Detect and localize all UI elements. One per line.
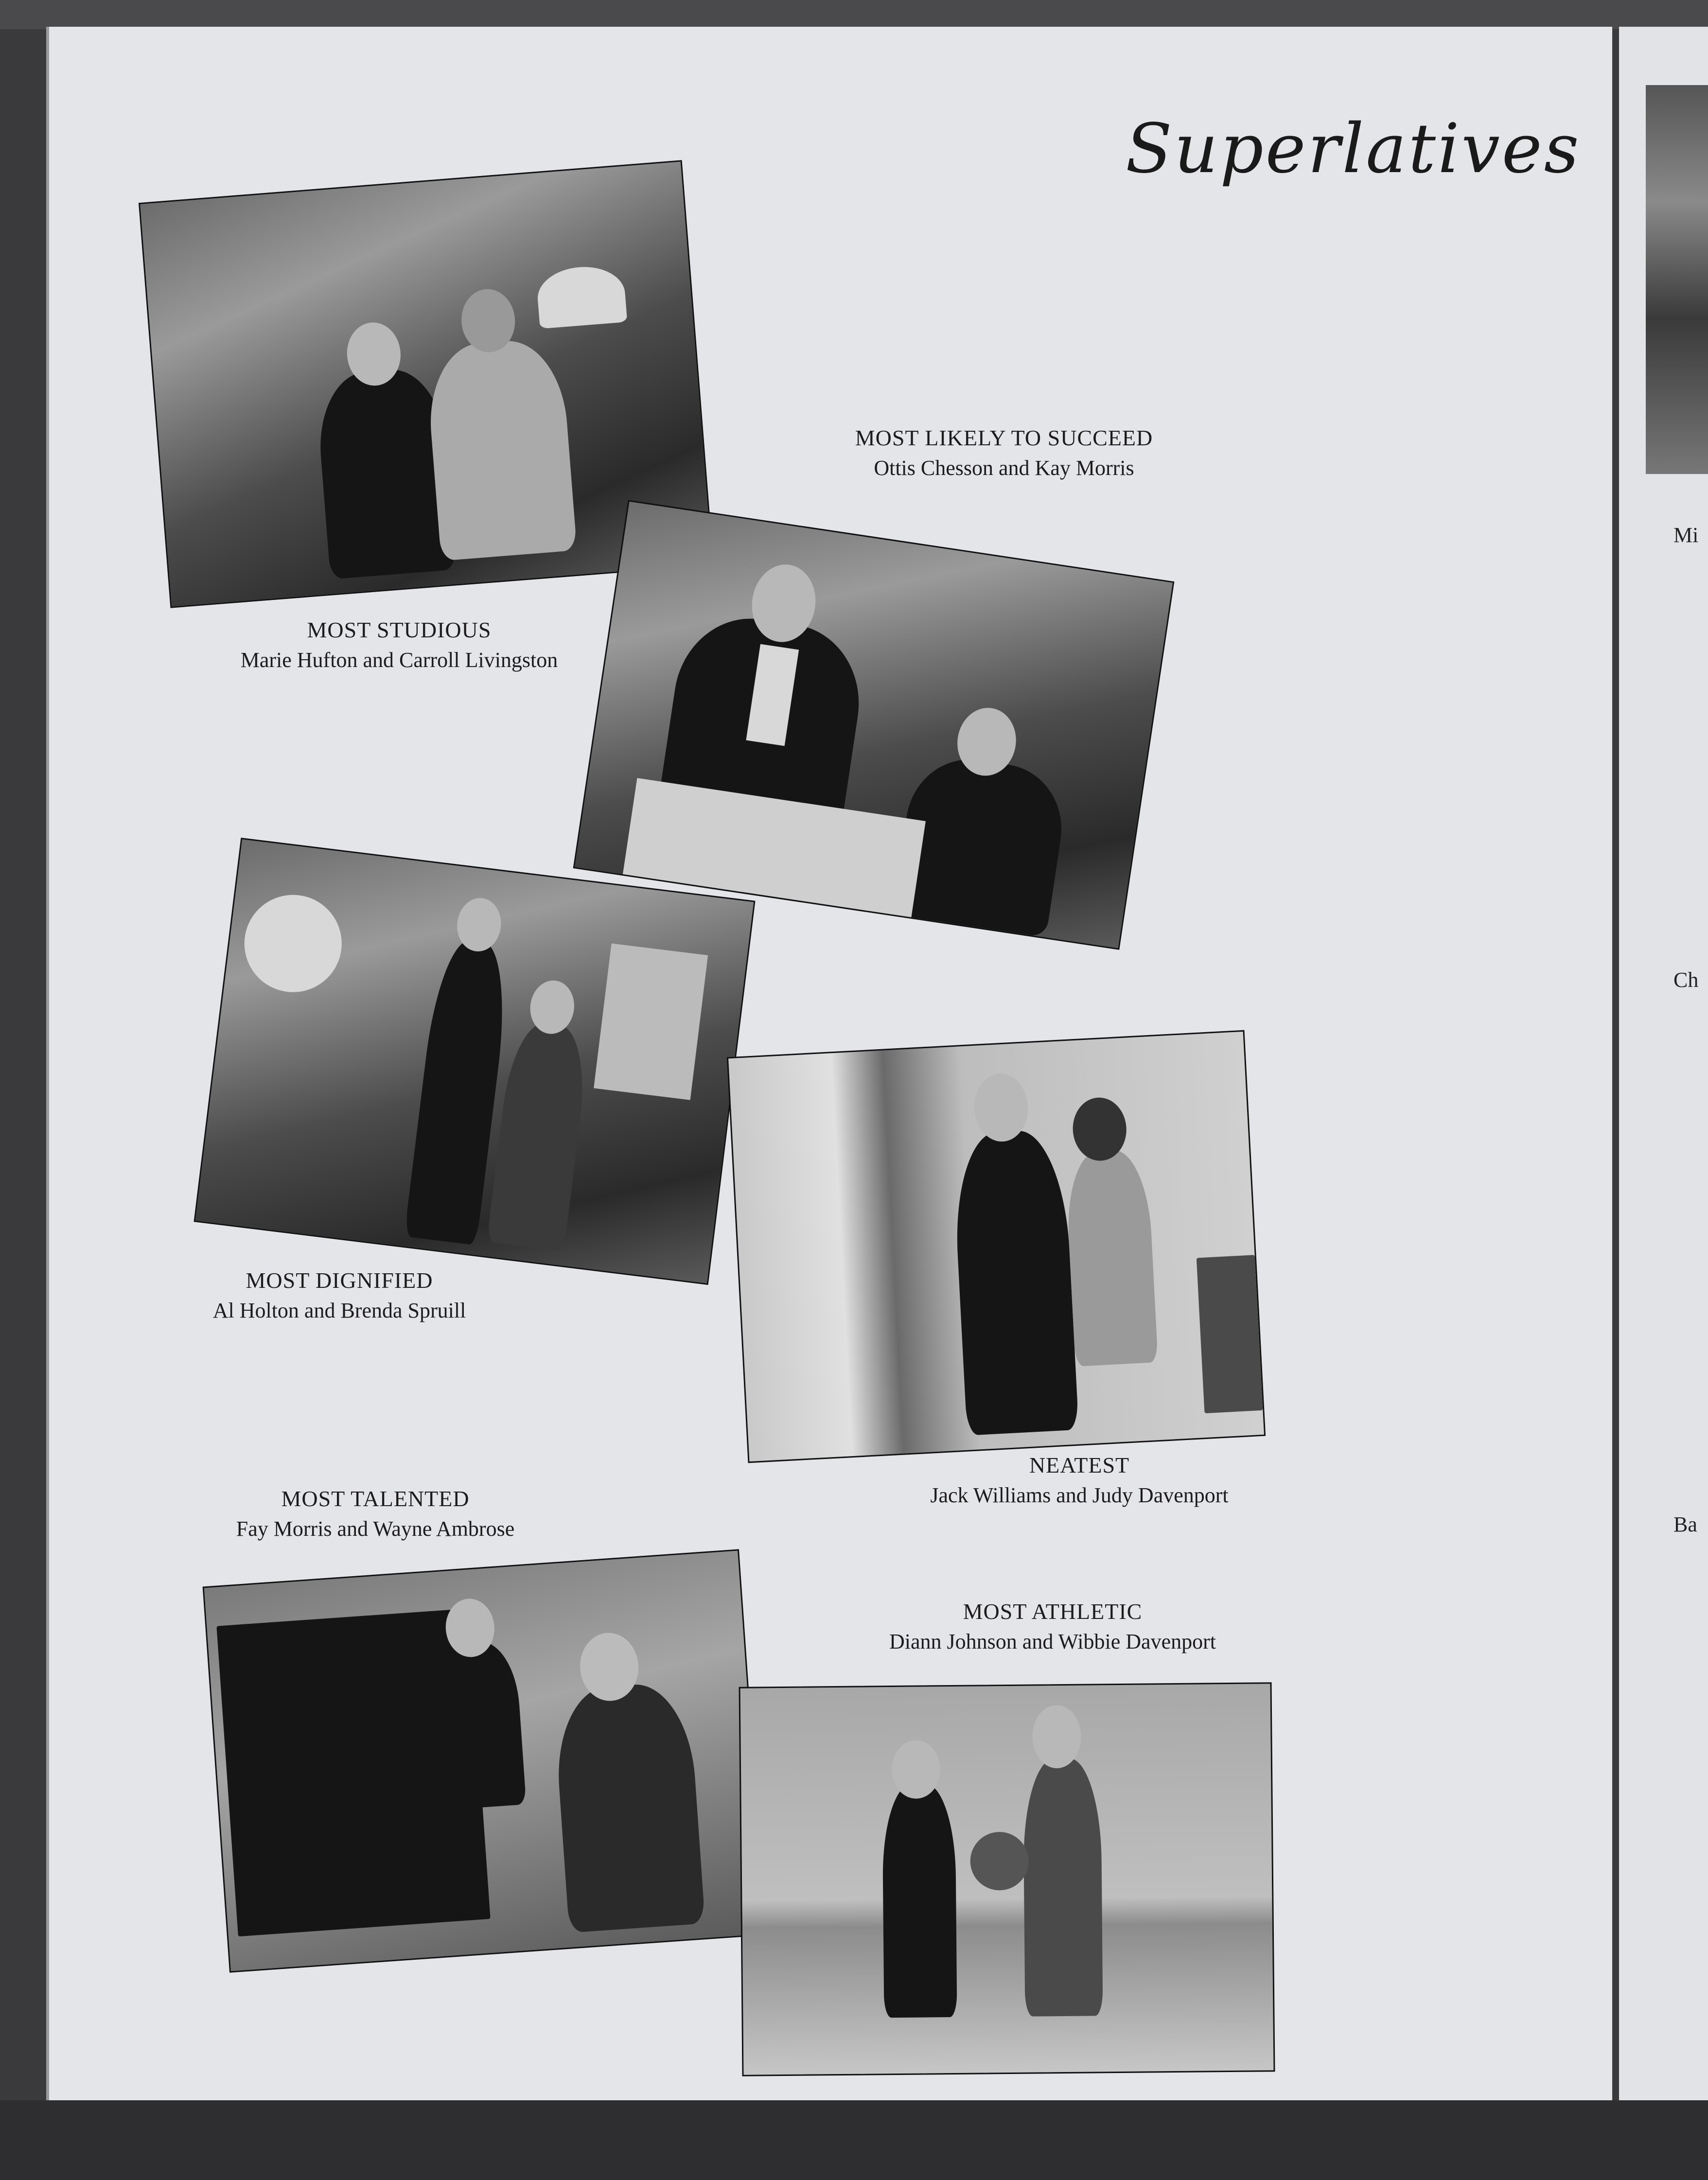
photo-most-talented — [203, 1549, 766, 1972]
category-title: MOST DIGNIFIED — [246, 1268, 433, 1293]
category-title: MOST LIKELY TO SUCCEED — [855, 425, 1153, 450]
caption-most-athletic — [889, 1597, 1216, 1657]
adjacent-text-fragment: Ba — [1673, 1512, 1697, 1536]
adjacent-text-fragment: Mi — [1673, 523, 1699, 547]
adjacent-page-photo — [1646, 85, 1708, 474]
caption-most-likely-to-succeed — [855, 423, 1153, 483]
adjacent-page — [1619, 27, 1708, 2100]
honoree-names: Marie Hufton and Carroll Livingston — [240, 648, 558, 672]
caption-most-talented — [236, 1484, 514, 1544]
caption-most-studious — [241, 615, 558, 675]
photo-most-athletic — [739, 1682, 1275, 2076]
category-title: MOST ATHLETIC — [963, 1599, 1143, 1624]
photo-neatest — [727, 1030, 1266, 1463]
adjacent-text-fragment: Ch — [1673, 968, 1699, 992]
scan-bottom-border — [0, 2100, 1708, 2180]
honoree-names: Al Holton and Brenda Spruill — [212, 1299, 466, 1322]
honoree-names: Jack Williams and Judy Davenport — [930, 1483, 1229, 1507]
category-title: NEATEST — [1029, 1453, 1130, 1477]
page-title: Superlatives — [1126, 109, 1581, 189]
category-title: MOST TALENTED — [281, 1486, 470, 1511]
caption-most-dignified — [213, 1266, 466, 1326]
caption-neatest — [930, 1450, 1228, 1511]
honoree-names: Diann Johnson and Wibbie Davenport — [889, 1630, 1216, 1653]
category-title: MOST STUDIOUS — [307, 617, 492, 642]
scan-top-border — [0, 0, 1708, 29]
honoree-names: Ottis Chesson and Kay Morris — [874, 456, 1134, 480]
honoree-names: Fay Morris and Wayne Ambrose — [236, 1517, 515, 1541]
photo-most-dignified — [194, 838, 755, 1285]
